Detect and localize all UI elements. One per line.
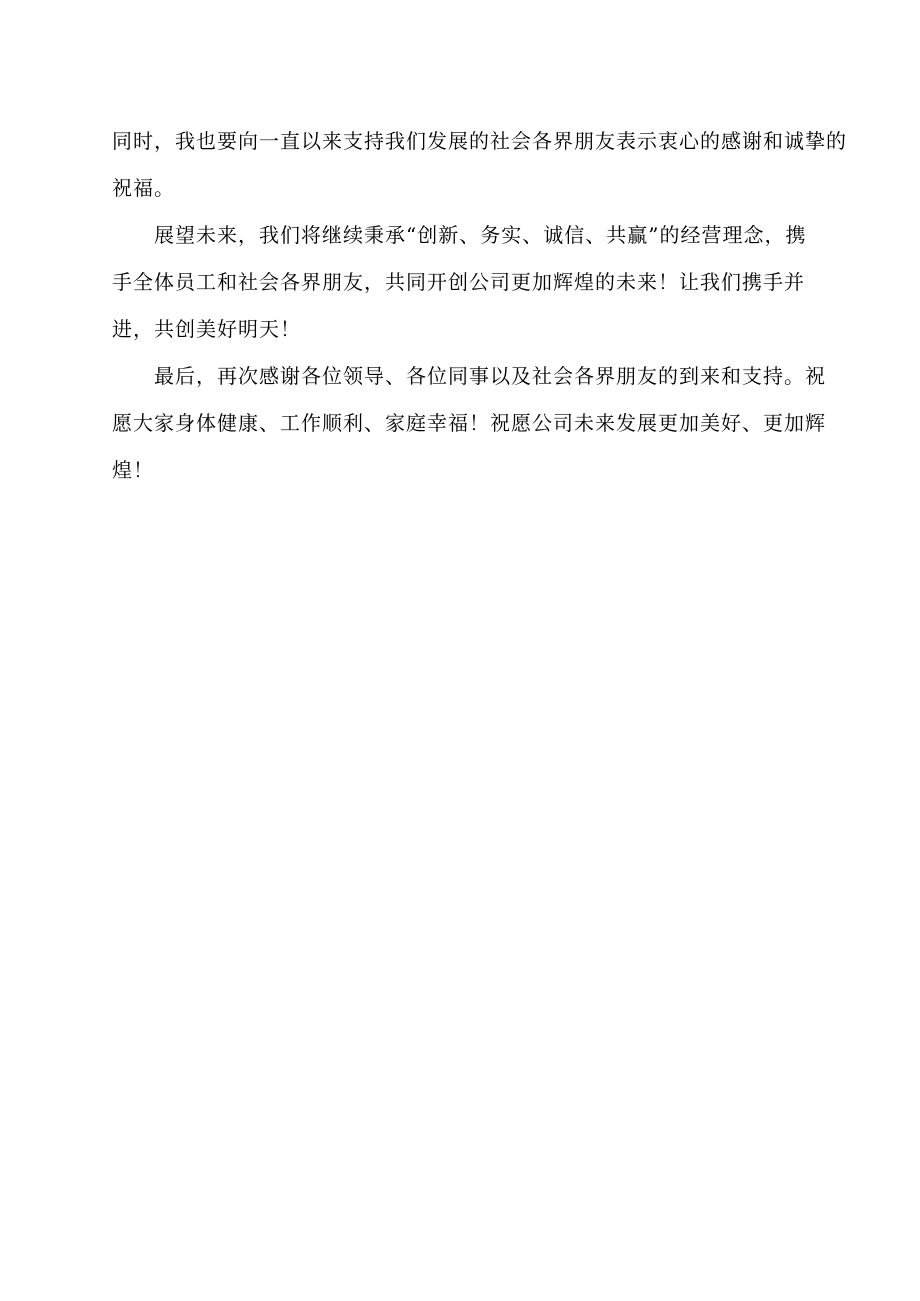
- paragraph-closing: [112, 353, 826, 494]
- paragraph-line: 手全体员工和社会各界朋友，共同开创公司更加辉煌的未来！让我们携手并: [112, 270, 805, 294]
- paragraph-line: 同时，我也要向一直以来支持我们发展的社会各界朋友表示衷心的感谢和诚挚的: [112, 129, 847, 153]
- paragraph-line: 最后，再次感谢各位领导、各位同事以及社会各界朋友的到来和支持。祝: [154, 364, 826, 388]
- paragraph-line: 祝福。: [112, 176, 175, 200]
- paragraph-line: 煌！: [112, 458, 154, 482]
- paragraph-line: 进，共创美好明天！: [112, 317, 301, 341]
- paragraph-gratitude: [112, 118, 847, 212]
- paragraph-line: 展望未来，我们将继续秉承“创新、务实、诚信、共赢”的经营理念，携: [154, 223, 807, 247]
- paragraph-outlook: [112, 212, 812, 353]
- paragraph-line: 愿大家身体健康、工作顺利、家庭幸福！祝愿公司未来发展更加美好、更加辉: [112, 411, 826, 435]
- document-body: [112, 118, 847, 494]
